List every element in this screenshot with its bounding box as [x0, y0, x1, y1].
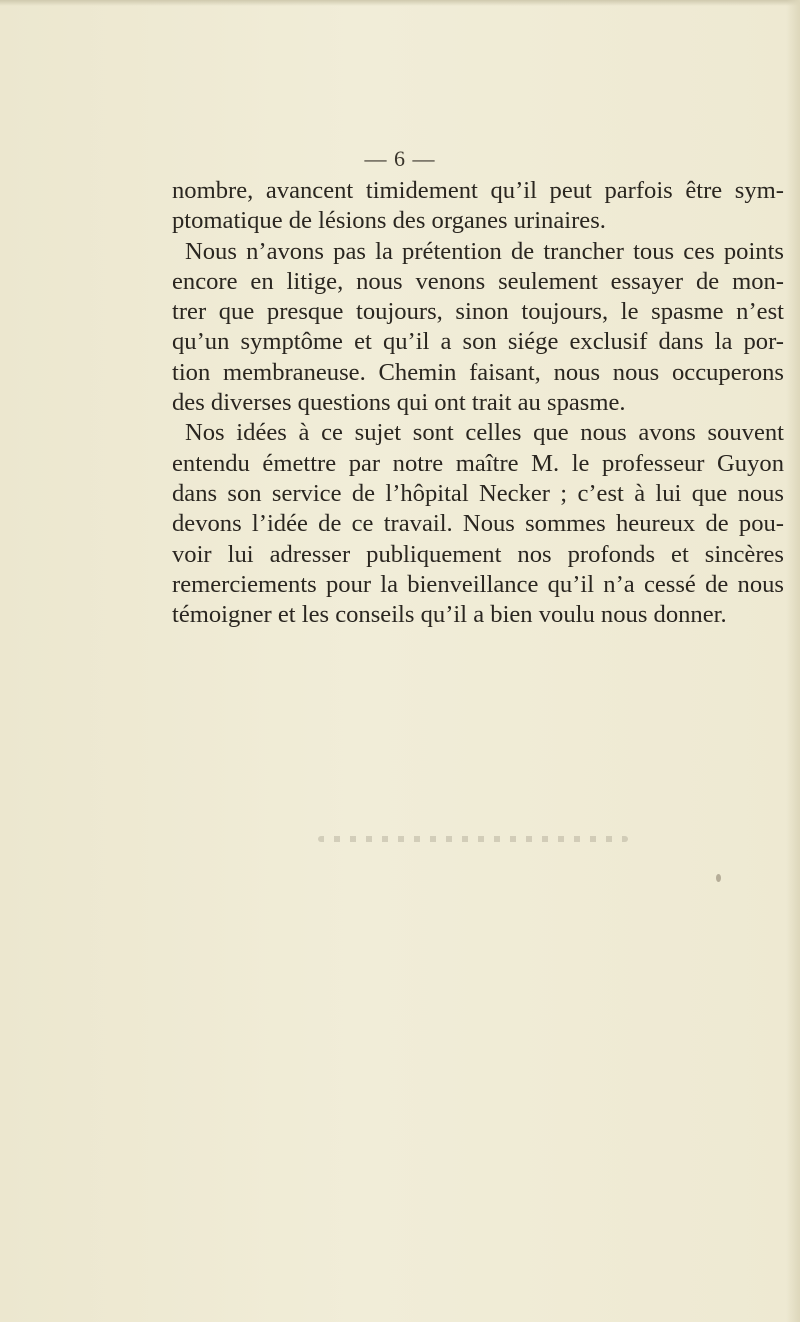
paragraph-first-line: Nous n’avons pas la prétention de trancher tous ces points: [185, 237, 784, 265]
page-number: — 6 —: [364, 146, 436, 171]
body-text: [172, 176, 784, 630]
paragraph-first-line: Nos idées à ce sujet sont celles que nous avons souvent: [185, 419, 784, 447]
text-line: témoigner et les conseils qu’il a bien voulu nous donner.: [172, 601, 727, 629]
page-top-edge: [0, 0, 800, 6]
text-line: ptomatique de lésions des organes urinaires.: [172, 207, 606, 235]
text-line: qu’un symptôme et qu’il a son siége exclusif dans la por-: [172, 328, 784, 356]
text-line: encore en litige, nous venons seulement essayer de mon-: [172, 267, 784, 295]
text-line: entendu émettre par notre maître M. le professeur Guyon: [172, 449, 784, 477]
text-line: remerciements pour la bienveillance qu’il n’a cessé de nous: [172, 570, 784, 598]
text-line: dans son service de l’hôpital Necker ; c’est à lui que nous: [172, 479, 784, 507]
ink-speck: [716, 874, 721, 882]
text-line: devons l’idée de ce travail. Nous sommes heureux de pou-: [172, 510, 784, 538]
page-right-edge: [786, 0, 800, 1322]
text-line: des diverses questions qui ont trait au spasme.: [172, 389, 626, 417]
text-line: tion membraneuse. Chemin faisant, nous nous occuperons: [172, 358, 784, 386]
text-line: trer que presque toujours, sinon toujours, le spasme n’est: [172, 298, 784, 326]
ink-smudge: [318, 836, 628, 842]
text-line: voir lui adresser publiquement nos profonds et sincères: [172, 540, 784, 568]
text-line: nombre, avancent timidement qu’il peut parfois être sym-: [172, 177, 784, 204]
